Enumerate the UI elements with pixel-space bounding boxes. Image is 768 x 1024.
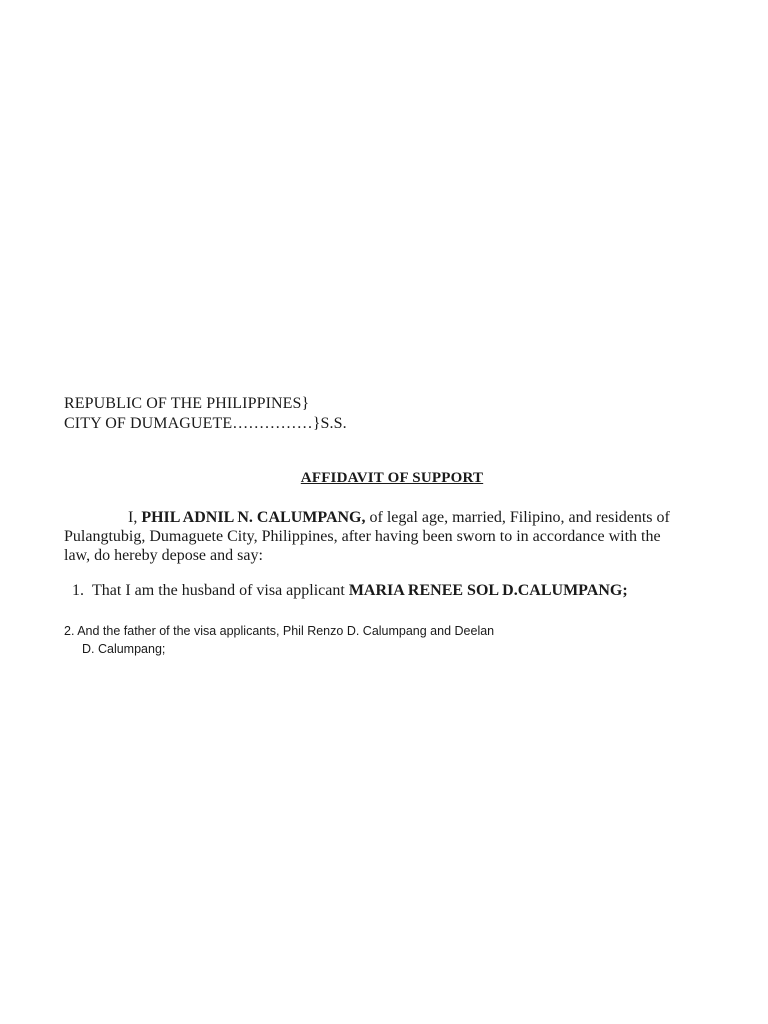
venue-city-line: CITY OF DUMAGUETE……………}S.S.: [64, 415, 347, 432]
item-1-text: That I am the husband of visa applicant: [92, 582, 349, 599]
item-1-applicant-name: MARIA RENEE SOL D.CALUMPANG;: [348, 582, 628, 599]
item-1-number: 1.: [72, 582, 84, 599]
item-2-line-2: D. Calumpang;: [82, 642, 166, 656]
venue-block: [64, 394, 347, 434]
intro-paragraph: [64, 508, 706, 565]
statement-item-2: [64, 622, 494, 658]
intro-line-1-rest: of legal age, married, Filipino, and residents of: [365, 509, 670, 526]
intro-prefix: I,: [128, 509, 142, 526]
intro-line-3: law, do hereby depose and say:: [64, 547, 263, 564]
intro-line-1: [64, 508, 706, 527]
document-title-wrap: [0, 470, 768, 487]
venue-republic-line: REPUBLIC OF THE PHILIPPINES}: [64, 395, 310, 412]
document-title: AFFIDAVIT OF SUPPORT: [300, 470, 484, 486]
intro-line-2: Pulangtubig, Dumaguete City, Philippines, after having been sworn to in accordance with the: [64, 528, 661, 545]
affiant-name: PHIL ADNIL N. CALUMPANG,: [141, 509, 366, 526]
statement-item-1: [72, 581, 628, 601]
item-2-line-1: 2. And the father of the visa applicants, Phil Renzo D. Calumpang and Deelan: [64, 624, 495, 638]
